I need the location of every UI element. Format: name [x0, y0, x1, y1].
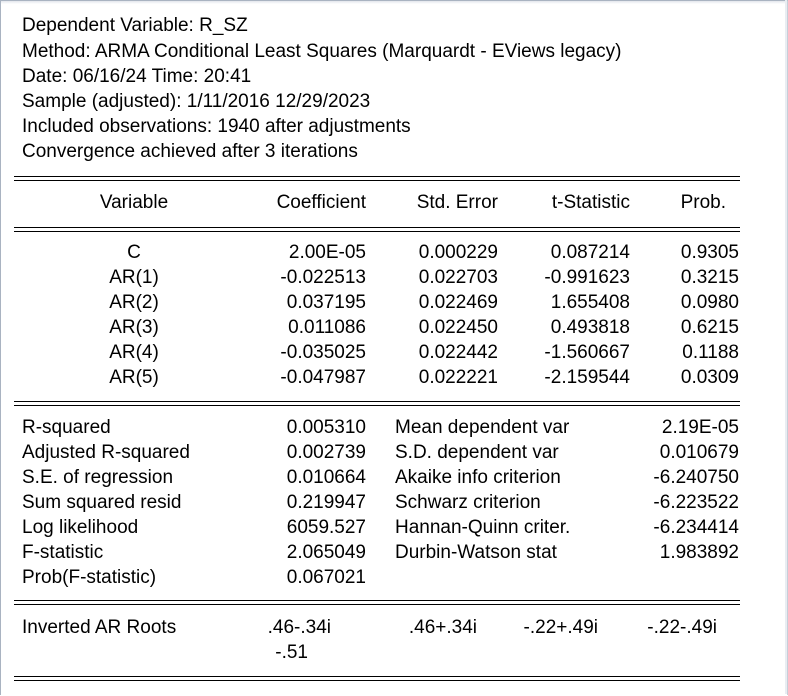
stat-label: R-squared	[22, 417, 111, 438]
stat-value: 0.219947	[286, 492, 366, 513]
rule-stats-end-2	[14, 604, 740, 605]
coefficient-value: 0.037195	[286, 292, 366, 313]
dependent-variable-line: Dependent Variable: R_SZ	[22, 15, 248, 36]
stat-label: Sum squared resid	[22, 492, 182, 513]
stat-value: -6.234414	[653, 517, 739, 538]
variable-name: AR(3)	[109, 317, 159, 338]
stat-value: 0.010679	[659, 442, 739, 463]
std-error-value: 0.022450	[418, 317, 498, 338]
col-header-variable: Variable	[99, 192, 169, 213]
ar-root-value: -.22-.49i	[647, 617, 717, 638]
rule-bottom-2	[14, 680, 740, 681]
stat-label: Log likelihood	[22, 517, 139, 538]
prob-value: 0.6215	[680, 317, 739, 338]
stat-label: Schwarz criterion	[395, 492, 541, 513]
coefficient-value: -0.035025	[280, 342, 366, 363]
stat-label: F-statistic	[22, 542, 104, 563]
rule-stats-end-1	[14, 600, 740, 601]
ar-root-value: -.22+.49i	[523, 617, 598, 638]
rule-top-1	[14, 176, 740, 177]
date-time-line: Date: 06/16/24 Time: 20:41	[22, 66, 252, 87]
stat-value: 0.002739	[286, 442, 366, 463]
col-header-prob: Prob.	[680, 192, 726, 213]
sample-line: Sample (adjusted): 1/11/2016 12/29/2023	[22, 91, 371, 112]
coefficient-value: 0.011086	[288, 317, 366, 338]
stat-value: -6.240750	[653, 467, 739, 488]
t-statistic-value: 0.493818	[550, 317, 630, 338]
t-statistic-value: -0.991623	[544, 267, 630, 288]
t-statistic-value: -1.560667	[544, 342, 630, 363]
stat-label: Mean dependent var	[395, 417, 570, 438]
t-statistic-value: 0.087214	[550, 242, 630, 263]
variable-name: C	[127, 242, 141, 263]
variable-name: AR(2)	[109, 292, 159, 313]
stat-label: Hannan-Quinn criter.	[395, 517, 571, 538]
rule-coef-end-2	[14, 405, 740, 406]
window-right-edge	[785, 0, 787, 694]
std-error-value: 0.000229	[418, 242, 498, 263]
stat-value: 0.067021	[286, 567, 366, 588]
coefficient-value: 2.00E-05	[288, 242, 366, 263]
stat-value: -6.223522	[653, 492, 739, 513]
convergence-line: Convergence achieved after 3 iterations	[22, 141, 358, 162]
prob-value: 0.1188	[682, 342, 739, 363]
variable-name: AR(1)	[109, 267, 159, 288]
stat-label: Adjusted R-squared	[22, 442, 190, 463]
rule-header-1	[14, 227, 740, 228]
prob-value: 0.9305	[680, 242, 739, 263]
stat-value: 1.983892	[659, 542, 739, 563]
std-error-value: 0.022221	[418, 367, 498, 388]
stat-value: 0.010664	[286, 467, 366, 488]
ar-root-value: -.51	[275, 642, 308, 663]
stat-label: S.D. dependent var	[395, 442, 559, 463]
t-statistic-value: 1.655408	[550, 292, 630, 313]
stat-label: Prob(F-statistic)	[22, 567, 157, 588]
prob-value: 0.3215	[680, 267, 739, 288]
std-error-value: 0.022442	[418, 342, 498, 363]
rule-coef-end-1	[14, 401, 740, 402]
stat-label: Durbin-Watson stat	[395, 542, 557, 563]
coefficient-value: -0.022513	[280, 267, 366, 288]
variable-name: AR(5)	[109, 367, 159, 388]
prob-value: 0.0309	[680, 367, 739, 388]
prob-value: 0.0980	[680, 292, 739, 313]
stat-label: S.E. of regression	[22, 467, 174, 488]
col-header-t-statistic: t-Statistic	[551, 192, 630, 213]
inverted-ar-roots-label: Inverted AR Roots	[22, 617, 177, 638]
col-header-coefficient: Coefficient	[276, 192, 366, 213]
variable-name: AR(4)	[109, 342, 159, 363]
col-header-std-error: Std. Error	[416, 192, 498, 213]
rule-bottom-1	[14, 676, 740, 677]
observations-line: Included observations: 1940 after adjustments	[22, 116, 411, 137]
stat-value: 6059.527	[286, 517, 366, 538]
stat-label: Akaike info criterion	[395, 467, 561, 488]
t-statistic-value: -2.159544	[544, 367, 630, 388]
ar-root-value: .46-.34i	[267, 617, 331, 638]
stat-value: 2.065049	[286, 542, 366, 563]
stat-value: 0.005310	[286, 417, 366, 438]
std-error-value: 0.022703	[418, 267, 498, 288]
ar-root-value: .46+.34i	[408, 617, 477, 638]
std-error-value: 0.022469	[418, 292, 498, 313]
rule-header-2	[14, 231, 740, 232]
method-line: Method: ARMA Conditional Least Squares (Marquardt - EViews legacy)	[22, 41, 622, 62]
coefficient-value: -0.047987	[280, 367, 366, 388]
rule-top-2	[14, 180, 740, 181]
stat-value: 2.19E-05	[661, 417, 739, 438]
